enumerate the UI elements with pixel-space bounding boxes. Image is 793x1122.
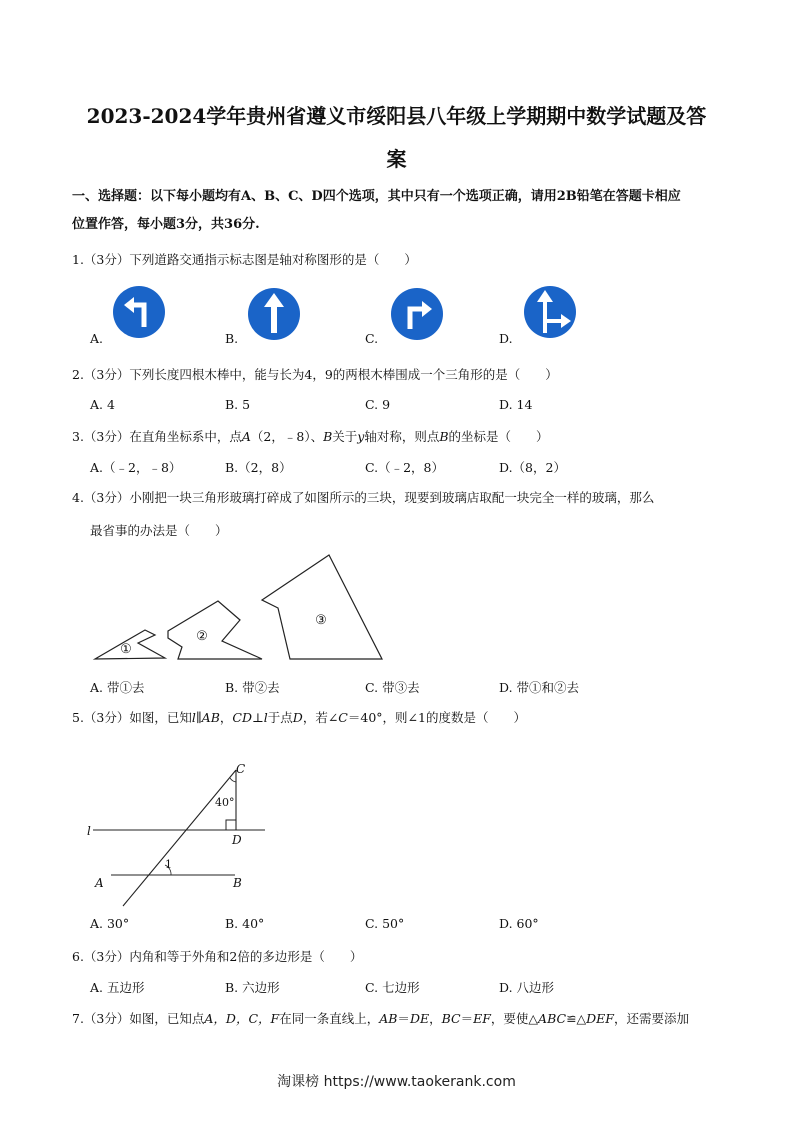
label-b: B <box>233 876 242 890</box>
question-2-stem: 2.（3分）下列长度四根木棒中，能与长为4，9的两根木棒围成一个三角形的是（ ） <box>72 367 558 382</box>
q3-option-d: D.（8，2） <box>499 460 566 475</box>
question-7-stem <box>72 1009 732 1027</box>
q5-text: ， <box>219 710 233 725</box>
angle-c-arc <box>230 778 236 782</box>
q5-text: 5.（3分）如图，已知 <box>72 710 192 725</box>
label-40deg: 40° <box>215 796 235 809</box>
q3-option-a: A.（﹣2，﹣8） <box>90 460 182 475</box>
q5-text: ⊥ <box>252 710 264 725</box>
q7-var-abc: ABC <box>538 1011 567 1026</box>
q1-option-d: D. <box>499 331 513 346</box>
q7-var-bc: BC <box>441 1011 461 1026</box>
question-3-stem <box>72 427 732 445</box>
question-1-stem: 1.（3分）下列道路交通指示标志图是轴对称图形的是（ ） <box>72 252 417 267</box>
q3-var-a: A <box>241 429 251 444</box>
q4-option-a: A. 带①去 <box>90 680 145 695</box>
question-6-stem: 6.（3分）内角和等于外角和2倍的多边形是（ ） <box>72 949 363 964</box>
q7-text: ，还需要添加 <box>613 1011 689 1026</box>
q3-option-b: B.（2，8） <box>225 460 292 475</box>
q7-text: ，要使△ <box>490 1011 539 1026</box>
q3-text: 的坐标是（ ） <box>448 429 549 444</box>
page-title: 2023-2024学年贵州省遵义市绥阳县八年级上学期期中数学试题及答 <box>86 104 707 128</box>
page-title-continued: 案 <box>386 147 407 171</box>
q3-var-b: B <box>323 429 333 444</box>
transversal <box>123 770 236 906</box>
label-c: C <box>236 762 246 776</box>
turn-left-arrow-icon <box>112 285 166 339</box>
q5-option-c: C. 50° <box>365 916 405 931</box>
q7-text: 在同一条直线上， <box>279 1011 380 1026</box>
question-5-stem <box>72 708 732 726</box>
q3-text: 轴对称，则点 <box>364 429 440 444</box>
piece-2-label: ② <box>196 629 208 644</box>
section-heading: 一、选择题：以下每小题均有A、B、C、D四个选项，其中只有一个选项正确，请用2B铅笔在答题卡相应 <box>72 189 681 204</box>
q1-option-a: A. <box>90 331 104 346</box>
q3-var-y: y <box>357 429 365 444</box>
question-4-stem-continued: 最省事的办法是（ ） <box>90 523 228 538</box>
q4-option-d: D. 带①和②去 <box>499 680 580 695</box>
section-heading-continued: 位置作答，每小题3分，共36分. <box>72 217 260 232</box>
glass-piece-2 <box>168 601 262 659</box>
q7-var-def: DEF <box>586 1011 614 1026</box>
label-l: l <box>87 824 91 838</box>
piece-3-label: ③ <box>315 613 327 628</box>
q3-text: （2，﹣8）、 <box>250 429 324 444</box>
piece-1-label: ① <box>120 642 132 657</box>
q5-text: ＝40°，则∠1的度数是（ ） <box>347 710 526 725</box>
q7-text: ＝ <box>460 1011 474 1026</box>
q2-option-b: B. 5 <box>225 397 251 412</box>
q3-text: 关于 <box>332 429 358 444</box>
q2-option-a: A. 4 <box>90 397 115 412</box>
label-d: D <box>232 833 242 847</box>
q7-text: ≌△ <box>566 1011 587 1026</box>
q5-var-l: l <box>263 710 268 725</box>
q5-parallel: l∥AB <box>191 710 220 725</box>
q2-option-c: C. 9 <box>365 397 391 412</box>
q5-option-b: B. 40° <box>225 916 265 931</box>
q7-var-ef: EF <box>473 1011 491 1026</box>
q2-option-d: D. 14 <box>499 397 533 412</box>
q7-var-ab: AB <box>379 1011 398 1026</box>
q7-text: 7.（3分）如图，已知点 <box>72 1011 205 1026</box>
q7-text: ， <box>429 1011 442 1026</box>
straight-arrow-icon <box>247 287 301 341</box>
broken-glass-figure <box>90 548 390 666</box>
q5-var-c: C <box>338 710 348 725</box>
right-angle-mark <box>226 820 236 830</box>
q3-text: 3.（3分）在直角坐标系中，点 <box>72 429 242 444</box>
q6-option-c: C. 七边形 <box>365 980 420 995</box>
q3-option-c: C.（﹣2，8） <box>365 460 444 475</box>
q1-option-b: B. <box>225 331 239 346</box>
q5-var-d: D <box>292 710 303 725</box>
glass-piece-3 <box>262 555 382 659</box>
q5-option-d: D. 60° <box>499 916 539 931</box>
q4-option-c: C. 带③去 <box>365 680 420 695</box>
q7-points: A，D，C，F <box>204 1011 280 1026</box>
footer-watermark-link[interactable]: 淘课榜 https://www.taokerank.com <box>277 1074 516 1090</box>
q7-text: ＝ <box>397 1011 410 1026</box>
label-a: A <box>95 876 104 890</box>
q6-option-a: A. 五边形 <box>90 980 145 995</box>
label-angle-1: 1 <box>165 858 172 871</box>
q5-text: 于点 <box>267 710 293 725</box>
q4-option-b: B. 带②去 <box>225 680 280 695</box>
q3-var-b: B <box>439 429 449 444</box>
question-4-stem: 4.（3分）小刚把一块三角形玻璃打碎成了如图所示的三块，现要到玻璃店取配一块完全一样的玻璃，那么 <box>72 490 655 505</box>
turn-right-arrow-icon <box>390 287 444 341</box>
q7-var-de: DE <box>409 1011 430 1026</box>
parallel-lines-figure <box>85 758 275 908</box>
straight-or-right-arrow-icon <box>523 285 577 339</box>
q6-option-b: B. 六边形 <box>225 980 280 995</box>
q1-option-c: C. <box>365 331 379 346</box>
q5-option-a: A. 30° <box>90 916 130 931</box>
q5-var-cd: CD <box>232 710 252 725</box>
q6-option-d: D. 八边形 <box>499 980 555 995</box>
q5-text: ，若∠ <box>302 710 339 725</box>
